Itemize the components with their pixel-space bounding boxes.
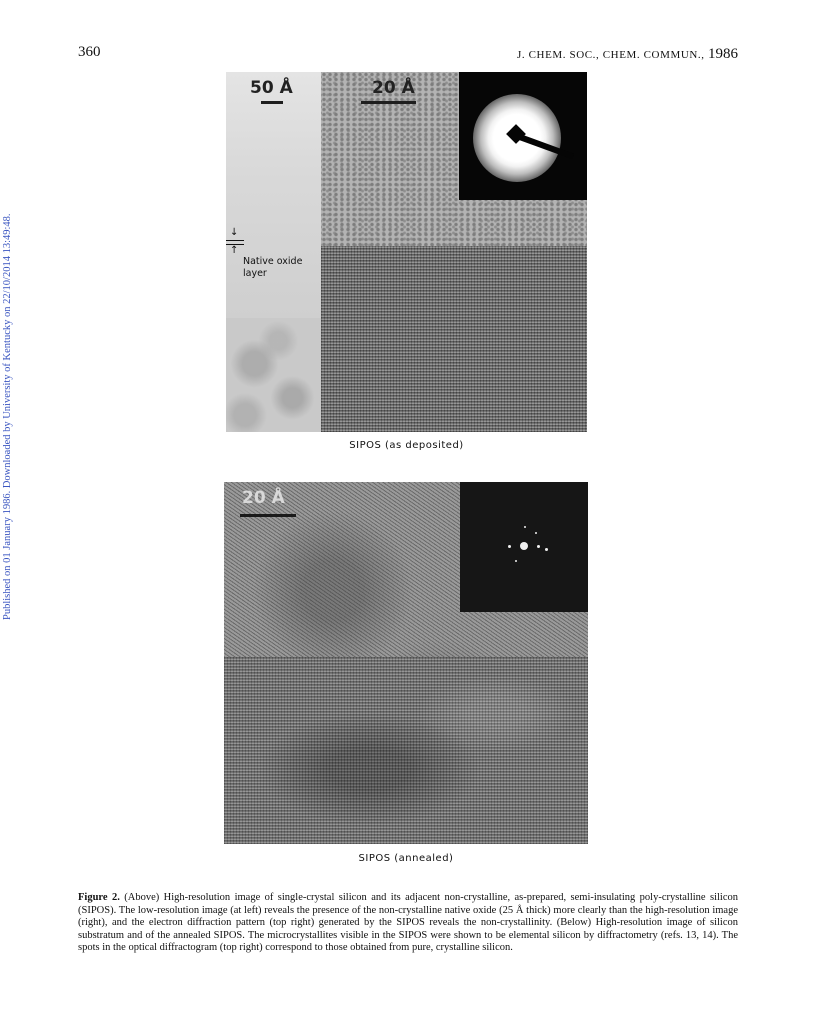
low-resolution-image bbox=[226, 72, 321, 432]
up-arrow-icon: ↑ bbox=[230, 245, 239, 256]
oxide-label bbox=[243, 256, 302, 280]
figure-caption bbox=[78, 892, 738, 955]
crystalline-silicon-region bbox=[321, 246, 587, 432]
journal-year: 1986 bbox=[708, 46, 738, 62]
high-resolution-scale-label: 20 Å bbox=[372, 78, 415, 98]
oxide-top-marker bbox=[226, 240, 244, 241]
oxide-label-line2: layer bbox=[243, 268, 267, 279]
bottom-scale-label: 20 Å bbox=[242, 488, 285, 508]
fft-center-spot bbox=[520, 542, 528, 550]
electron-diffraction-inset bbox=[459, 72, 587, 200]
low-resolution-lower-region bbox=[226, 318, 321, 432]
figure-top-caption: SIPOS (as deposited) bbox=[349, 440, 464, 451]
fft-spot bbox=[515, 560, 517, 562]
fft-spot bbox=[508, 545, 511, 548]
fft-spot bbox=[545, 548, 548, 551]
low-resolution-scale-bar bbox=[261, 101, 283, 104]
fft-spot bbox=[537, 545, 540, 548]
oxide-label-line1: Native oxide bbox=[243, 256, 303, 267]
bottom-scale-bar bbox=[240, 514, 296, 517]
down-arrow-icon: ↓ bbox=[230, 227, 239, 238]
running-head bbox=[517, 46, 738, 63]
figure-top bbox=[226, 72, 587, 432]
low-resolution-scale-label: 50 Å bbox=[250, 78, 293, 98]
high-resolution-image bbox=[321, 72, 587, 432]
figure-bottom-caption: SIPOS (annealed) bbox=[358, 853, 454, 864]
figure-caption-label: Figure 2. bbox=[78, 892, 120, 903]
page-number: 360 bbox=[78, 44, 101, 60]
figure-bottom bbox=[224, 482, 588, 844]
silicon-substratum-region bbox=[224, 657, 588, 844]
low-resolution-upper-region bbox=[226, 72, 321, 318]
journal-name: J. CHEM. SOC., CHEM. COMMUN., bbox=[517, 49, 705, 61]
fft-spot bbox=[524, 526, 526, 528]
figure-caption-text: (Above) High-resolution image of single-crystal silicon and its adjacent non-crystalline, as-prepared, semi-insulating poly-crystalline silicon (SIPOS). The low-resolution image (at left) reveals the presence of the non-crystalline native oxide (25 Å thick) more clearly than the high-resolution image (right), and the electron diffraction pattern (top right) generated by the SIPOS reveals the non-crystallinity. (Below) High-resolution image of silicon substratum and of the annealed SIPOS. The microcrystallites visible in the SIPOS were shown to be elemental silicon by diffractometry (refs. 13, 14). The spots in the optical diffractogram (top right) correspond to those obtained from pure, crystalline silicon. bbox=[78, 892, 738, 954]
optical-diffractogram-inset bbox=[460, 482, 588, 612]
fft-spot bbox=[535, 532, 537, 534]
high-resolution-scale-bar bbox=[361, 101, 416, 104]
download-watermark: Published on 01 January 1986. Downloaded by University of Kentucky on 22/10/2014 13:49:48. bbox=[2, 213, 13, 620]
